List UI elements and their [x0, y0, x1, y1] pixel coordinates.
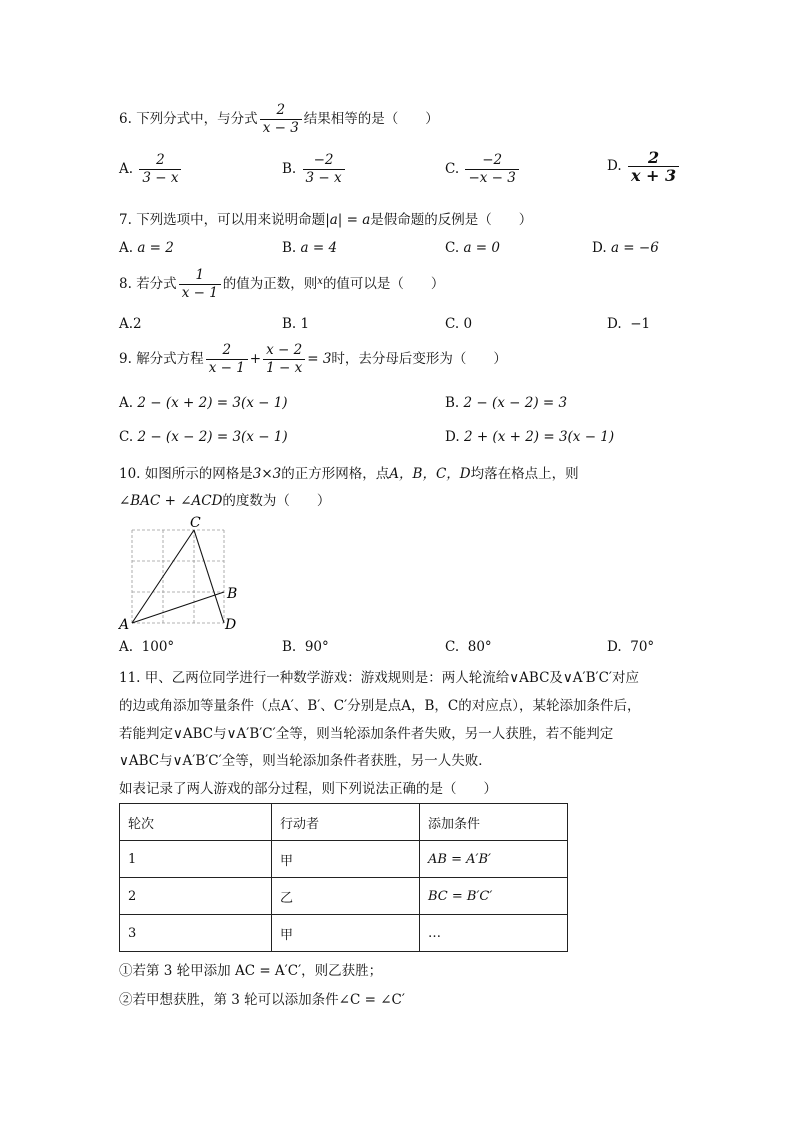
question-number: 9. [119, 351, 132, 367]
fraction [628, 150, 679, 183]
option-value: a = 0 [463, 240, 500, 256]
game-record-table [119, 803, 568, 952]
table-cell: AB = A′B′ [420, 841, 568, 878]
option-label: C. [119, 429, 134, 445]
stem-text: 下列选项中，可以用来说明命题 [136, 212, 326, 228]
option-label: A. [119, 161, 134, 177]
stem-text: 下列分式中，与分式 [136, 111, 258, 127]
question-number: 8. [119, 276, 132, 292]
grid-lines [132, 530, 224, 623]
option-label: A. [119, 395, 134, 411]
option-value: 1 [300, 316, 310, 332]
numerator: −2 [482, 152, 503, 168]
grid-size: 3×3 [252, 466, 282, 482]
denominator: x − 1 [179, 284, 221, 301]
angle-expression: ∠BAC + ∠ACD [119, 493, 223, 509]
fraction [260, 103, 302, 136]
denominator: 3 − x [303, 169, 345, 186]
label-a: A [119, 617, 130, 633]
question-11-line5: 如表记录了两人游戏的部分过程，则下列说法正确的是（ ） [119, 781, 497, 797]
label-b: B [227, 586, 238, 602]
option-label: B. [445, 395, 460, 411]
q9-option-a[interactable] [119, 395, 288, 411]
option-value: a = −6 [610, 240, 659, 256]
question-7-stem [119, 208, 532, 228]
option-label: A. [119, 316, 134, 332]
numerator: −2 [313, 152, 334, 168]
question-10-line1 [119, 462, 579, 482]
question-number: 11. [119, 670, 141, 686]
numerator: x − 2 [266, 342, 303, 358]
point-names: A，B，C，D [389, 466, 471, 482]
q7-option-b[interactable] [282, 240, 337, 256]
option-label: C. [445, 639, 460, 655]
numerator: 2 [222, 342, 232, 358]
q10-option-a[interactable] [119, 639, 174, 655]
stem-text: 如图所示的网格是 [144, 466, 253, 482]
option-label: B. [282, 639, 297, 655]
question-11-line2: 的边或角添加等量条件（点A′、B′、C′分别是点A，B，C的对应点），某轮添加条件后， [119, 698, 641, 714]
option-label: C. [445, 240, 460, 256]
q9-option-c[interactable] [119, 429, 288, 445]
table-header-row [120, 804, 568, 841]
stem-text: 若分式 [136, 276, 177, 292]
q7-option-d[interactable] [592, 240, 659, 256]
denominator: 1 − x [263, 359, 305, 376]
numerator: 2 [156, 152, 165, 168]
question-number: 6. [119, 111, 132, 127]
fraction [303, 153, 345, 186]
statement-2: ②若甲想获胜，第 3 轮可以添加条件∠C = ∠C′ [119, 992, 405, 1008]
numerator: 2 [276, 102, 286, 118]
option-label: D. [607, 158, 622, 174]
question-10-line2 [119, 489, 330, 509]
table-cell: 1 [120, 841, 272, 878]
grid-figure [118, 512, 248, 634]
stem-text: 结果相等的是（ ） [303, 111, 439, 127]
option-label: D. [607, 639, 622, 655]
question-number: 10. [119, 466, 141, 482]
stem-text: 的正方形网格，点 [281, 466, 390, 482]
table-header: 添加条件 [420, 804, 568, 841]
stem-text: 时，去分母后变形为（ ） [331, 351, 507, 367]
option-label: D. [445, 429, 460, 445]
q6-option-a[interactable] [119, 153, 183, 186]
question-11-line3: 若能判定∨ABC与∨A′B′C′全等，则当轮添加条件者失败，另一人获胜，若不能判定 [119, 726, 614, 742]
stem-text: 均落在格点上，则 [470, 466, 579, 482]
option-value: a = 2 [137, 240, 174, 256]
fraction [179, 268, 221, 301]
question-9-stem [119, 343, 507, 376]
option-value: 100° [141, 639, 175, 655]
q6-option-d[interactable] [607, 150, 681, 183]
option-value: 2 + (x + 2) = 3(x − 1) [463, 429, 615, 445]
q6-option-c[interactable] [445, 153, 521, 186]
table-cell: 2 [120, 878, 272, 915]
question-8-stem [119, 268, 444, 301]
stem-text: 解分式方程 [136, 351, 204, 367]
numerator: 2 [647, 148, 660, 167]
fraction [465, 153, 518, 186]
stem-text: 的值为正数，则 [222, 276, 318, 292]
option-label: C. [445, 316, 460, 332]
denominator: −x − 3 [465, 169, 518, 186]
option-value: 70° [630, 639, 655, 655]
option-label: B. [282, 161, 297, 177]
fraction [139, 153, 181, 186]
label-d: D [225, 617, 237, 633]
q8-option-b[interactable] [282, 316, 309, 332]
stem-text: 的值可以是（ ） [322, 276, 445, 292]
q7-option-c[interactable] [445, 240, 500, 256]
q10-option-b[interactable] [282, 639, 329, 655]
denominator: 3 − x [139, 169, 181, 186]
q10-option-d[interactable] [607, 639, 654, 655]
table-cell: 甲 [272, 915, 420, 952]
q7-option-a[interactable] [119, 240, 174, 256]
label-c: C [190, 515, 201, 531]
operator: + [249, 351, 262, 367]
question-11-line4: ∨ABC与∨A′B′C′全等，则当轮添加条件者获胜，另一人失败． [119, 753, 492, 769]
q9-option-d[interactable] [445, 429, 614, 445]
stem-text: 的度数为（ ） [222, 493, 331, 509]
q8-option-d[interactable] [607, 316, 650, 332]
table-row [120, 841, 568, 878]
option-value: 2 − (x − 2) = 3 [463, 395, 568, 411]
option-value: 2 − (x + 2) = 3(x − 1) [137, 395, 288, 411]
variable: x [317, 276, 323, 287]
table-header: 轮次 [120, 804, 272, 841]
option-value: 80° [467, 639, 492, 655]
math-expression: |a| = a [325, 212, 371, 228]
stem-text: 是假命题的反例是（ ） [370, 212, 533, 228]
table-row [120, 878, 568, 915]
option-label: A. [119, 639, 134, 655]
option-value: 2 − (x − 2) = 3(x − 1) [137, 429, 288, 445]
q8-option-a[interactable] [119, 316, 142, 332]
option-label: D. [607, 316, 622, 332]
table-row [120, 915, 568, 952]
statement-1: ①若第 3 轮甲添加 AC = A′C′，则乙获胜； [119, 963, 383, 979]
fraction [263, 343, 305, 376]
q8-option-c[interactable] [445, 316, 472, 332]
numerator: 1 [195, 267, 205, 283]
table-cell: … [420, 915, 568, 952]
option-label: B. [282, 316, 297, 332]
table-cell: 乙 [272, 878, 420, 915]
option-label: D. [592, 240, 607, 256]
denominator: x − 1 [206, 359, 248, 376]
table-cell: 甲 [272, 841, 420, 878]
question-number: 7. [119, 212, 132, 228]
stem-text: 甲、乙两位同学进行一种数学游戏：游戏规则是：两人轮流给∨ABC及∨A′B′C′对应 [144, 670, 639, 686]
option-value: 90° [304, 639, 329, 655]
option-label: B. [282, 240, 297, 256]
question-6-stem [119, 103, 439, 136]
equation-rhs: = 3 [307, 351, 332, 367]
table-header: 行动者 [272, 804, 420, 841]
option-value: a = 4 [300, 240, 338, 256]
option-label: C. [445, 161, 460, 177]
q10-option-c[interactable] [445, 639, 492, 655]
option-value: 2 [133, 316, 142, 332]
option-value: −1 [630, 316, 651, 332]
table-cell: BC = B′C′ [420, 878, 568, 915]
question-11-line1 [119, 666, 639, 686]
fraction [206, 343, 248, 376]
option-value: 0 [463, 316, 473, 332]
triangle-segments [132, 530, 224, 623]
table-cell: 3 [120, 915, 272, 952]
q6-option-b[interactable] [282, 153, 347, 186]
q9-option-b[interactable] [445, 395, 567, 411]
option-label: A. [119, 240, 134, 256]
denominator: x + 3 [628, 166, 679, 183]
denominator: x − 3 [260, 119, 302, 136]
